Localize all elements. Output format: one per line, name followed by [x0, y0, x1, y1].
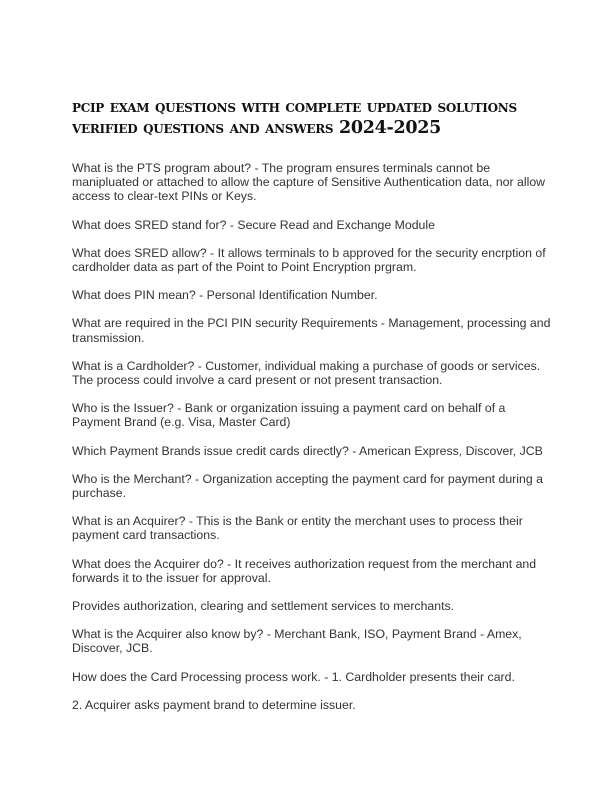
qa-entry: What is a Cardholder? - Customer, individual making a purchase of goods or services. The process could involve a card present or not present transaction.: [72, 358, 541, 388]
qa-entry: What does SRED allow? - It allows terminals to b approved for the security encrption of cardholder data as part of the Point to Point Encryption prgram.: [72, 245, 546, 275]
qa-entry: What is an Acquirer? - This is the Bank or entity the merchant uses to process their payment card transactions.: [72, 514, 523, 543]
qa-entry: What does PIN mean? - Personal Identification Number.: [72, 288, 378, 303]
qa-entry: What is the PTS program about? - The program ensures terminals cannot be manipluated or attached to allow the capture of Sensitive Authentication data, nor allow access to clear-text PINs or Keys.: [72, 161, 546, 204]
title-line: verified questions and answers 2024-2025: [72, 118, 442, 138]
qa-entry: What does SRED stand for? - Secure Read and Exchange Module: [72, 217, 435, 232]
qa-entry: Who is the Merchant? - Organization accepting the payment card for payment during a purchase.: [72, 471, 543, 501]
qa-entry: Who is the Issuer? - Bank or organization issuing a payment card on behalf of a Payment Brand (e.g. Visa, Master Card): [72, 401, 506, 430]
qa-entry: How does the Card Processing process work. - 1. Cardholder presents their card.: [72, 669, 515, 684]
qa-entry: Which Payment Brands issue credit cards directly? - American Express, Discover, JCB: [72, 443, 543, 458]
qa-entry: What is the Acquirer also know by? - Merchant Bank, ISO, Payment Brand - Amex, Discover, JCB.: [72, 627, 522, 656]
qa-list: [72, 161, 552, 726]
qa-entry: Provides authorization, clearing and settlement services to merchants.: [72, 599, 455, 614]
document-title: [72, 97, 552, 139]
qa-entry: What are required in the PCI PIN security Requirements - Management, processing and transmission.: [72, 316, 551, 345]
qa-entry: 2. Acquirer asks payment brand to determine issuer.: [72, 697, 356, 712]
qa-entry: What does the Acquirer do? - It receives authorization request from the merchant and forwards it to the issuer for approval.: [72, 556, 537, 585]
title-line: pcip exam questions with complete updated solutions: [72, 97, 517, 117]
